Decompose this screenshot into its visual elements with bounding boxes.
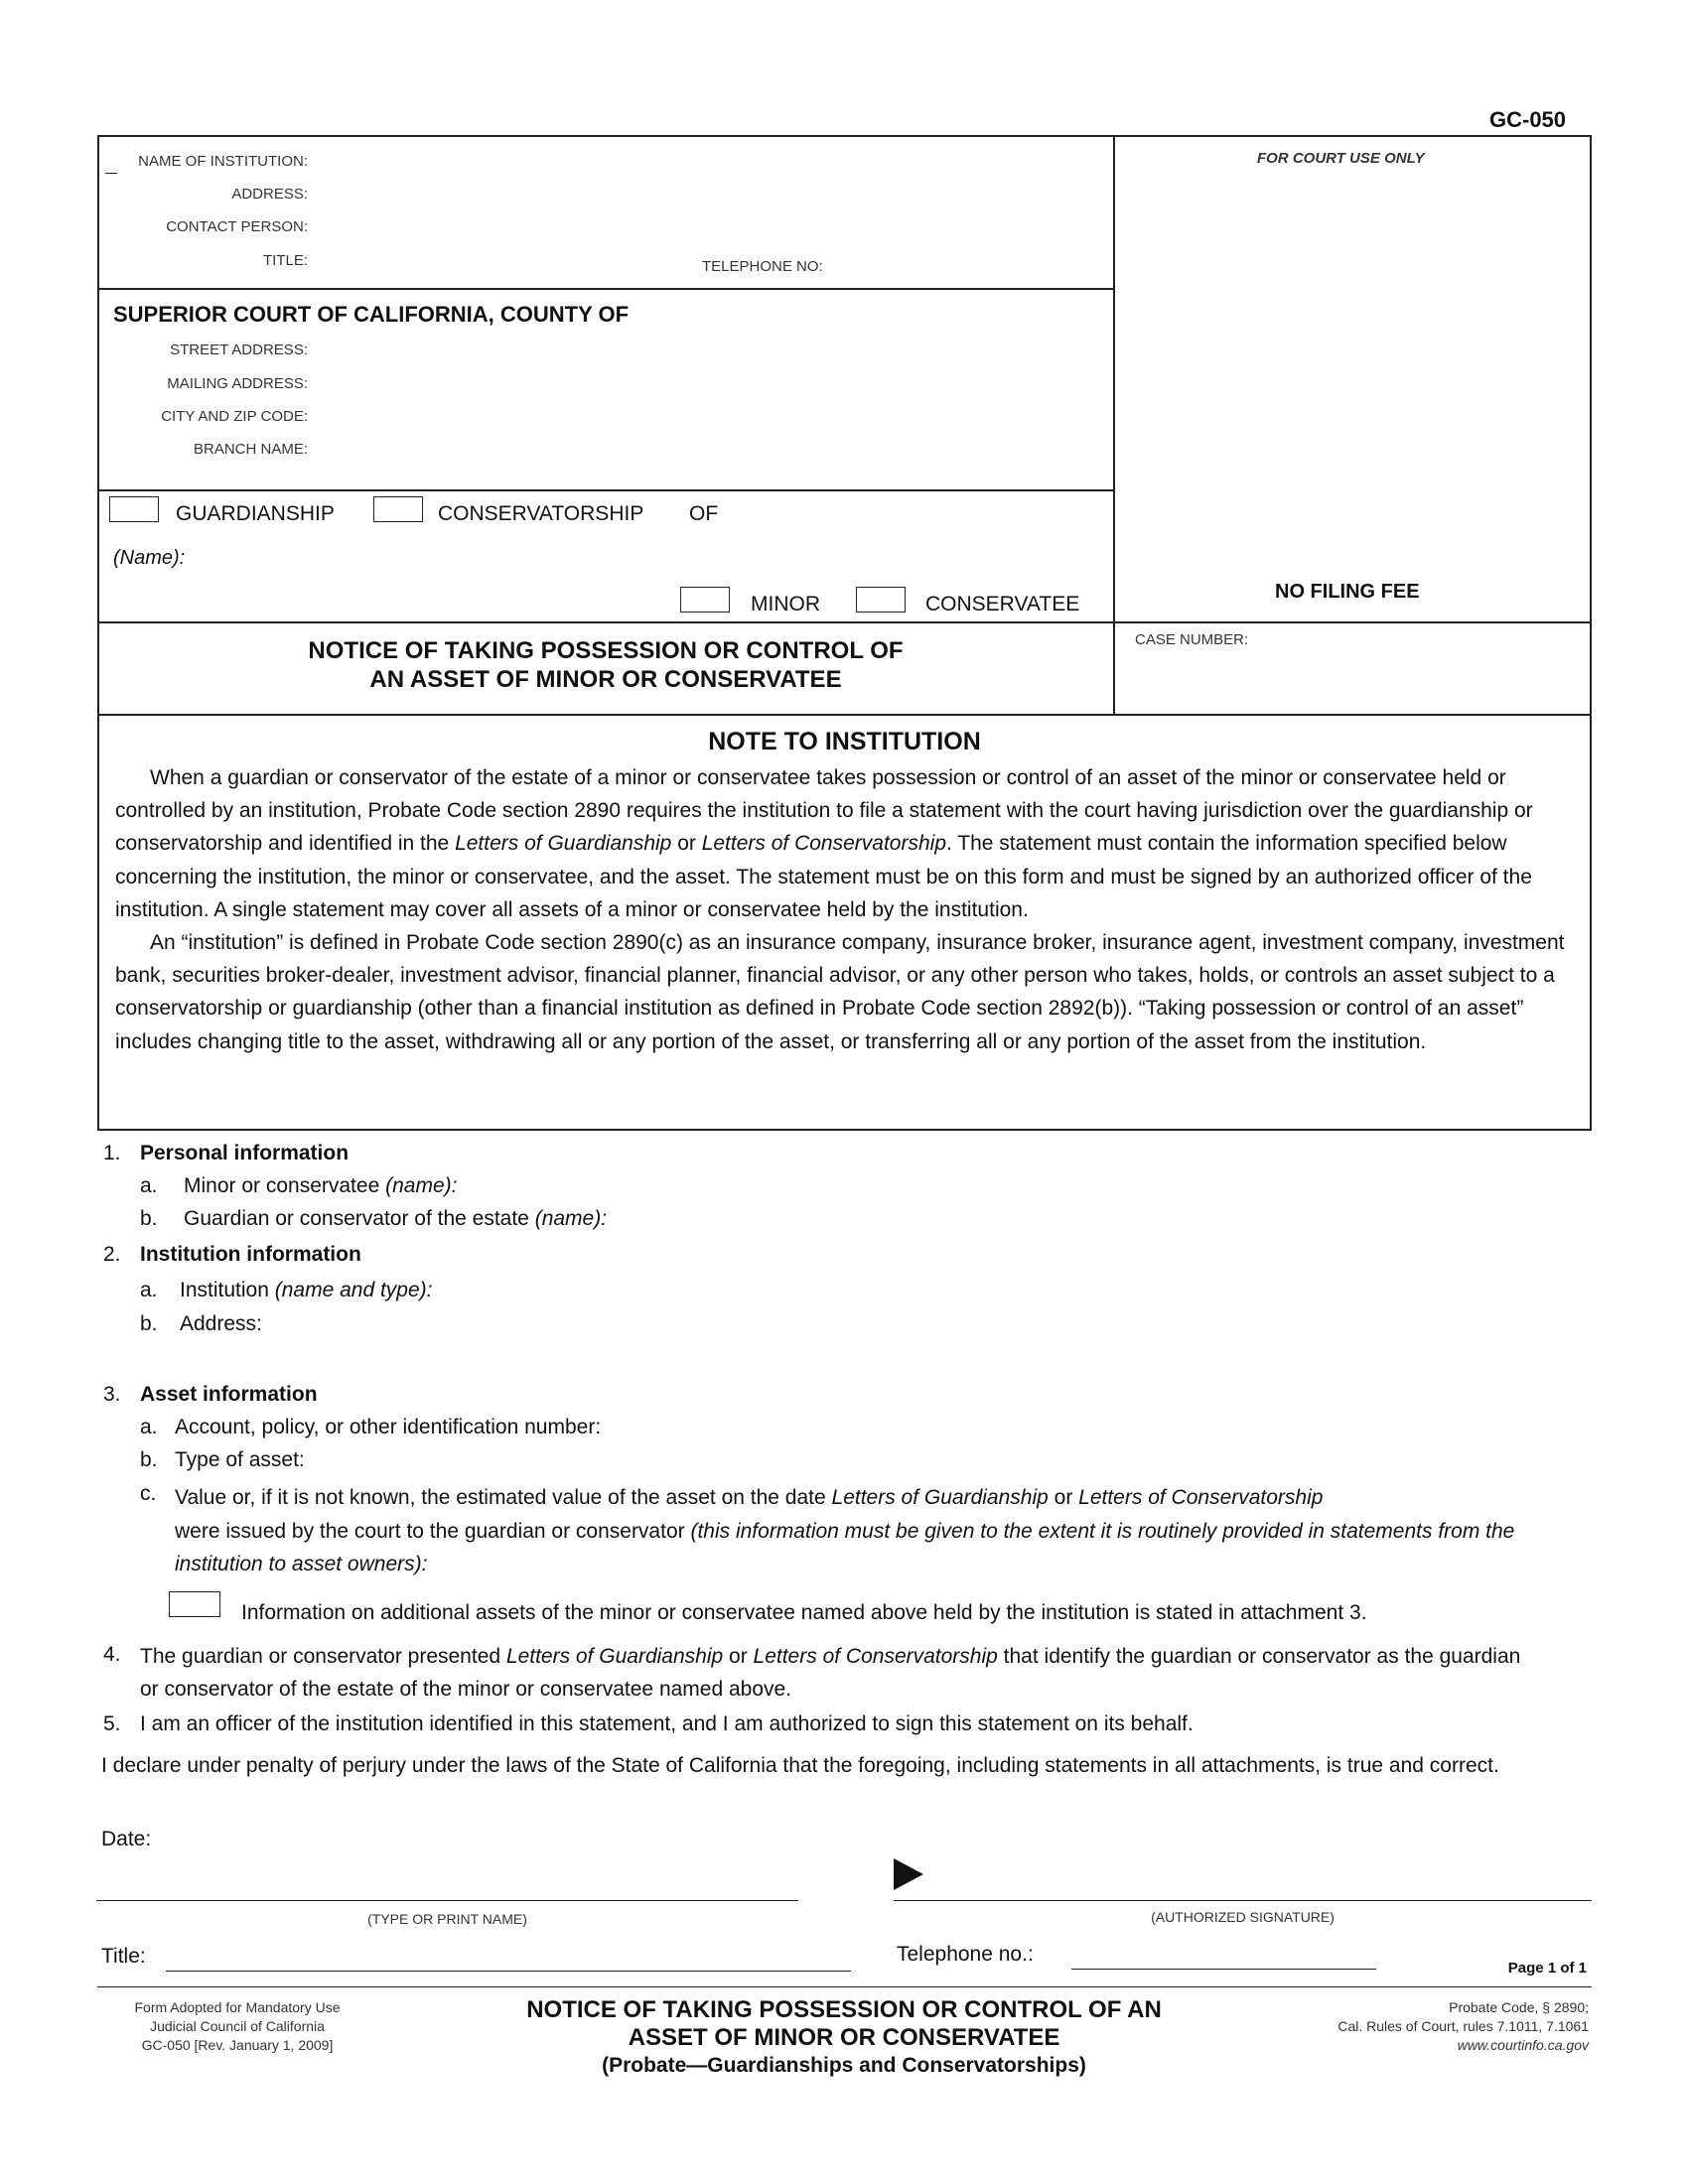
note-p1-text-a: When a guardian or conservator of the estate of a minor or conservatee takes possession or control of an asset of the minor or conservatee held or controlled by an institution, Probate Code section 2890 requires the institution to file a statement with the court having jurisdiction over the guardianship or conservatorship and identified in the	[115, 766, 1533, 856]
item-3c-text-1: Value or, if it is not known, the estimated value of the asset on the date	[175, 1486, 832, 1509]
institution-address-label: ADDRESS:	[231, 186, 308, 203]
item-5-number: 5.	[103, 1712, 121, 1735]
footer-left-line2: Judicial Council of California	[150, 2018, 325, 2034]
footer-right-line2: Cal. Rules of Court, rules 7.1011, 7.1061	[1337, 2018, 1589, 2034]
item-2b-letter: b.	[140, 1312, 158, 1335]
conservatee-checkbox[interactable]	[856, 587, 906, 613]
item-1a-text: Minor or conservatee	[184, 1174, 386, 1197]
conservatorship-label: CONSERVATORSHIP	[438, 502, 644, 525]
court-use-label: FOR COURT USE ONLY	[1257, 150, 1425, 167]
note-paragraph-1	[115, 761, 1580, 926]
item-2a-letter: a.	[140, 1279, 158, 1301]
date-label: Date:	[101, 1828, 152, 1850]
note-p1-or: or	[671, 832, 702, 856]
signature-arrow-icon	[894, 1858, 923, 1890]
city-zip-label: CITY AND ZIP CODE:	[161, 408, 308, 425]
title-field-label: Title:	[101, 1945, 146, 1968]
footer-title	[417, 1996, 1271, 2080]
footer-left	[97, 1998, 377, 2055]
form-number: GC-050	[1489, 107, 1567, 132]
no-filing-fee: NO FILING FEE	[1275, 581, 1420, 603]
item-1-title: Personal information	[140, 1142, 350, 1164]
minor-checkbox[interactable]	[680, 587, 730, 613]
page-number: Page 1 of 1	[1507, 1960, 1587, 1977]
item-3-number: 3.	[103, 1383, 121, 1406]
footer-right-line1: Probate Code, § 2890;	[1449, 1999, 1589, 2015]
note-heading: NOTE TO INSTITUTION	[708, 728, 981, 755]
item-1a-letter: a.	[140, 1174, 158, 1197]
footer-title-line3: (Probate—Guardianships and Conservatorships)	[602, 2054, 1086, 2077]
minor-label: MINOR	[751, 593, 820, 615]
divider-court	[97, 489, 1114, 491]
item-1b-hint: (name):	[534, 1207, 608, 1230]
item-3-title: Asset information	[140, 1383, 318, 1406]
item-2a-text: Institution	[180, 1279, 275, 1301]
footer-title-line1: NOTICE OF TAKING POSSESSION OR CONTROL OF AN	[526, 1996, 1162, 2023]
item-1b-text: Guardian or conservator of the estate	[184, 1207, 535, 1230]
telephone-field-label: Telephone no.:	[897, 1943, 1034, 1966]
guardianship-checkbox[interactable]	[109, 496, 159, 522]
item-3c-hint: (this information must be given to the extent it is routinely provided in statements from the institution to asset owners):	[175, 1519, 1515, 1575]
item-3-attachment-text: Information on additional assets of the minor or conservatee named above held by the institution is stated in attachment 3.	[241, 1601, 1367, 1624]
item-3c-letter: c.	[140, 1482, 157, 1505]
footer-left-line3: GC-050 [Rev. January 1, 2009]	[141, 2037, 334, 2053]
footer-rule	[97, 1986, 1592, 1987]
footer-right	[1192, 1998, 1589, 2055]
branch-name-label: BRANCH NAME:	[193, 441, 308, 458]
footer-website-link[interactable]: www.courtinfo.ca.gov	[1457, 2037, 1589, 2053]
item-2a	[180, 1278, 433, 1303]
item-3c	[175, 1481, 1545, 1581]
telephone-field-line[interactable]	[1071, 1969, 1376, 1970]
court-use-divider	[1113, 135, 1115, 716]
item-2-title: Institution information	[140, 1243, 361, 1266]
signature-caption: (AUTHORIZED SIGNATURE)	[1151, 1909, 1335, 1925]
attachment-3-checkbox[interactable]	[169, 1591, 220, 1617]
print-name-caption: (TYPE OR PRINT NAME)	[367, 1911, 527, 1927]
item-3c-letters-guardianship: Letters of Guardianship	[831, 1486, 1049, 1509]
item-1a-hint: (name):	[385, 1174, 458, 1197]
declaration-text: I declare under penalty of perjury under the laws of the State of California that the foregoing, including statements in all attachments, is true and correct.	[101, 1754, 1499, 1777]
note-paragraph-2: An “institution” is defined in Probate Code section 2890(c) as an insurance company, insurance broker, insurance agent, investment company, investment bank, securities broker-dealer, investment advisor, financial planner, financial advisor, or any other person who takes, holds, or controls an asset subject to a conservatorship or guardianship (other than a financial institution as defined in Probate Code section 2892(b)). “Taking possession or control of an asset” includes changing title to the asset, withdrawing all or any portion of the asset, or transferring all or any portion of the asset from the institution.	[115, 931, 1565, 1053]
telephone-label: TELEPHONE NO:	[702, 258, 823, 275]
divider-case-type	[97, 621, 1592, 623]
divider-institution	[97, 288, 1114, 290]
item-3c-or: or	[1048, 1486, 1079, 1509]
item-1-number: 1.	[103, 1142, 121, 1164]
form-title	[97, 636, 1114, 694]
form-title-line2: AN ASSET OF MINOR OR CONSERVATEE	[369, 666, 842, 693]
title-label: TITLE:	[262, 252, 308, 269]
item-4-or: or	[723, 1645, 754, 1668]
item-4	[140, 1640, 1530, 1706]
item-3b-text: Type of asset:	[175, 1448, 305, 1471]
item-5-text: I am an officer of the institution identified in this statement, and I am authorized to sign this statement on its behalf.	[140, 1712, 1194, 1735]
item-2b-text: Address:	[180, 1312, 262, 1335]
note-p1-text-b: . The statement must contain the information specified below concerning the institution, the minor or conservatee, and the asset. The statement must be on this form and must be signed by an authorized officer of the institution. A single statement may cover all assets of a minor or conservatee held by the institution.	[115, 832, 1532, 921]
conservatee-label: CONSERVATEE	[925, 593, 1080, 615]
header-frame	[97, 135, 1592, 716]
item-3a-text: Account, policy, or other identification number:	[175, 1416, 602, 1438]
case-number-label: CASE NUMBER:	[1135, 631, 1249, 648]
item-4-text-1: The guardian or conservator presented	[140, 1645, 506, 1668]
note-p1-letters-conservatorship: Letters of Conservatorship	[701, 832, 946, 856]
item-1b	[184, 1206, 607, 1232]
title-field-line[interactable]	[166, 1971, 851, 1972]
contact-person-label: CONTACT PERSON:	[166, 218, 308, 235]
form-title-line1: NOTICE OF TAKING POSSESSION OR CONTROL OF	[308, 637, 904, 664]
item-1a	[184, 1173, 457, 1199]
item-3a-letter: a.	[140, 1416, 158, 1438]
item-4-letters-guardianship: Letters of Guardianship	[505, 1645, 724, 1668]
footer-left-line1: Form Adopted for Mandatory Use	[134, 1999, 341, 2015]
street-address-label: STREET ADDRESS:	[170, 341, 308, 358]
item-4-number: 4.	[103, 1643, 121, 1666]
note-p1-letters-guardianship: Letters of Guardianship	[455, 832, 672, 856]
print-name-line[interactable]	[96, 1900, 798, 1901]
item-3c-letters-conservatorship: Letters of Conservatorship	[1078, 1486, 1324, 1509]
note-body	[115, 761, 1580, 1058]
court-title: SUPERIOR COURT OF CALIFORNIA, COUNTY OF	[113, 302, 630, 327]
item-4-letters-conservatorship: Letters of Conservatorship	[753, 1645, 998, 1668]
item-1b-letter: b.	[140, 1207, 158, 1230]
guardianship-label: GUARDIANSHIP	[176, 502, 335, 525]
item-2a-hint: (name and type):	[274, 1279, 433, 1301]
of-label: OF	[689, 502, 719, 525]
footer-title-line2: ASSET OF MINOR OR CONSERVATEE	[628, 2024, 1060, 2051]
item-3c-text-2: were issued by the court to the guardian or conservator	[175, 1519, 691, 1543]
signature-line[interactable]	[894, 1900, 1592, 1901]
item-4-text-2: that identify the guardian or conservator as the guardian or conservator of the estate of the minor or conservatee named above.	[140, 1645, 1521, 1701]
institution-name-label: NAME OF INSTITUTION:	[138, 153, 308, 170]
name-label: (Name):	[113, 547, 186, 569]
item-3b-letter: b.	[140, 1448, 158, 1471]
item-2-number: 2.	[103, 1243, 121, 1266]
conservatorship-checkbox[interactable]	[373, 496, 423, 522]
mailing-address-label: MAILING ADDRESS:	[167, 375, 308, 392]
